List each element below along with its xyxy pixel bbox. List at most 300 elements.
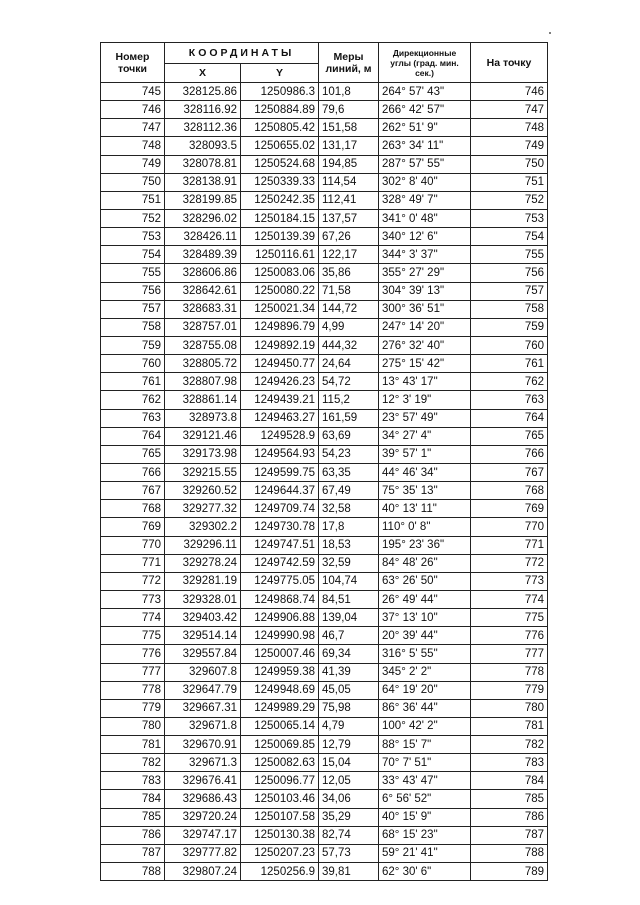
cell-point-no: 778 <box>101 681 165 699</box>
cell-y: 1250007.46 <box>241 645 319 663</box>
cell-x: 329807.24 <box>165 863 241 881</box>
cell-angle: 20° 39' 44" <box>379 627 471 645</box>
cell-angle: 40° 15' 9" <box>379 808 471 826</box>
table-row <box>101 101 548 119</box>
cell-angle: 345° 2' 2" <box>379 663 471 681</box>
table-row <box>101 863 548 881</box>
cell-x: 328489.39 <box>165 246 241 264</box>
cell-length: 63,69 <box>319 427 379 445</box>
table-row <box>101 681 548 699</box>
table-row <box>101 754 548 772</box>
cell-angle: 62° 30' 6" <box>379 863 471 881</box>
cell-angle: 302° 8' 40" <box>379 173 471 191</box>
cell-y: 1249989.29 <box>241 699 319 717</box>
cell-length: 67,26 <box>319 228 379 246</box>
cell-x: 329647.79 <box>165 681 241 699</box>
cell-point-no: 762 <box>101 391 165 409</box>
table-row <box>101 699 548 717</box>
cell-y: 1250103.46 <box>241 790 319 808</box>
cell-point-no: 784 <box>101 790 165 808</box>
cell-to-point: 747 <box>471 101 548 119</box>
table-row <box>101 663 548 681</box>
cell-point-no: 769 <box>101 518 165 536</box>
cell-length: 39,81 <box>319 863 379 881</box>
cell-to-point: 773 <box>471 572 548 590</box>
cell-point-no: 759 <box>101 336 165 354</box>
cell-length: 57,73 <box>319 844 379 862</box>
header-point-no: Номер точки <box>101 43 165 83</box>
cell-to-point: 761 <box>471 355 548 373</box>
cell-angle: 40° 13' 11" <box>379 500 471 518</box>
cell-y: 1249439.21 <box>241 391 319 409</box>
table-row <box>101 536 548 554</box>
cell-angle: 84° 48' 26" <box>379 554 471 572</box>
cell-x: 328125.86 <box>165 83 241 101</box>
cell-angle: 13° 43' 17" <box>379 373 471 391</box>
cell-length: 35,86 <box>319 264 379 282</box>
cell-x: 329671.3 <box>165 754 241 772</box>
cell-point-no: 783 <box>101 772 165 790</box>
cell-y: 1249868.74 <box>241 590 319 608</box>
cell-length: 63,35 <box>319 463 379 481</box>
cell-y: 1249599.75 <box>241 463 319 481</box>
cell-to-point: 771 <box>471 536 548 554</box>
cell-x: 329277.32 <box>165 500 241 518</box>
cell-angle: 355° 27' 29" <box>379 264 471 282</box>
cell-angle: 341° 0' 48" <box>379 209 471 227</box>
cell-y: 1249906.88 <box>241 609 319 627</box>
cell-y: 1249742.59 <box>241 554 319 572</box>
cell-y: 1250184.15 <box>241 209 319 227</box>
cell-y: 1249463.27 <box>241 409 319 427</box>
cell-y: 1250655.02 <box>241 137 319 155</box>
cell-x: 329215.55 <box>165 463 241 481</box>
cell-x: 328199.85 <box>165 191 241 209</box>
cell-angle: 300° 36' 51" <box>379 300 471 318</box>
cell-length: 122,17 <box>319 246 379 264</box>
table-row <box>101 264 548 282</box>
cell-x: 329607.8 <box>165 663 241 681</box>
cell-to-point: 760 <box>471 336 548 354</box>
cell-point-no: 781 <box>101 736 165 754</box>
cell-point-no: 755 <box>101 264 165 282</box>
cell-length: 112,41 <box>319 191 379 209</box>
cell-length: 444,32 <box>319 336 379 354</box>
cell-length: 67,49 <box>319 482 379 500</box>
cell-angle: 26° 49' 44" <box>379 590 471 608</box>
table-row <box>101 336 548 354</box>
cell-length: 137,57 <box>319 209 379 227</box>
table-row <box>101 554 548 572</box>
cell-to-point: 754 <box>471 228 548 246</box>
table-row <box>101 318 548 336</box>
cell-to-point: 766 <box>471 445 548 463</box>
cell-length: 15,04 <box>319 754 379 772</box>
cell-point-no: 788 <box>101 863 165 881</box>
cell-y: 1249959.38 <box>241 663 319 681</box>
cell-y: 1250130.38 <box>241 826 319 844</box>
cell-y: 1250080.22 <box>241 282 319 300</box>
cell-y: 1250884.89 <box>241 101 319 119</box>
cell-to-point: 772 <box>471 554 548 572</box>
table-row <box>101 137 548 155</box>
cell-angle: 88° 15' 7" <box>379 736 471 754</box>
cell-x: 329676.41 <box>165 772 241 790</box>
cell-x: 328138.91 <box>165 173 241 191</box>
cell-to-point: 765 <box>471 427 548 445</box>
cell-y: 1250021.34 <box>241 300 319 318</box>
cell-point-no: 776 <box>101 645 165 663</box>
cell-length: 69,34 <box>319 645 379 663</box>
cell-x: 328642.61 <box>165 282 241 300</box>
cell-y: 1249896.79 <box>241 318 319 336</box>
cell-x: 329720.24 <box>165 808 241 826</box>
cell-x: 329173.98 <box>165 445 241 463</box>
cell-to-point: 776 <box>471 627 548 645</box>
cell-point-no: 773 <box>101 590 165 608</box>
cell-angle: 37° 13' 10" <box>379 609 471 627</box>
cell-y: 1250096.77 <box>241 772 319 790</box>
cell-point-no: 768 <box>101 500 165 518</box>
cell-to-point: 764 <box>471 409 548 427</box>
cell-angle: 287° 57' 55" <box>379 155 471 173</box>
cell-x: 328426.11 <box>165 228 241 246</box>
cell-length: 115,2 <box>319 391 379 409</box>
cell-to-point: 777 <box>471 645 548 663</box>
table-row <box>101 518 548 536</box>
cell-angle: 39° 57' 1" <box>379 445 471 463</box>
cell-angle: 328° 49' 7" <box>379 191 471 209</box>
cell-length: 54,23 <box>319 445 379 463</box>
cell-length: 131,17 <box>319 137 379 155</box>
cell-to-point: 770 <box>471 518 548 536</box>
cell-length: 32,58 <box>319 500 379 518</box>
cell-length: 46,7 <box>319 627 379 645</box>
cell-y: 1250082.63 <box>241 754 319 772</box>
cell-y: 1249892.19 <box>241 336 319 354</box>
cell-length: 34,06 <box>319 790 379 808</box>
table-row <box>101 191 548 209</box>
table-row <box>101 246 548 264</box>
cell-to-point: 757 <box>471 282 548 300</box>
cell-to-point: 775 <box>471 609 548 627</box>
cell-length: 139,04 <box>319 609 379 627</box>
cell-to-point: 746 <box>471 83 548 101</box>
cell-to-point: 784 <box>471 772 548 790</box>
table-row <box>101 355 548 373</box>
cell-to-point: 785 <box>471 790 548 808</box>
cell-angle: 195° 23' 36" <box>379 536 471 554</box>
table-row <box>101 645 548 663</box>
cell-y: 1250805.42 <box>241 119 319 137</box>
cell-length: 161,59 <box>319 409 379 427</box>
coordinates-sheet <box>100 42 548 881</box>
cell-point-no: 747 <box>101 119 165 137</box>
cell-x: 329403.42 <box>165 609 241 627</box>
cell-x: 328683.31 <box>165 300 241 318</box>
cell-x: 329667.31 <box>165 699 241 717</box>
cell-length: 114,54 <box>319 173 379 191</box>
cell-x: 328093.5 <box>165 137 241 155</box>
cell-y: 1250524.68 <box>241 155 319 173</box>
table-row <box>101 482 548 500</box>
cell-angle: 12° 3' 19" <box>379 391 471 409</box>
cell-angle: 6° 56' 52" <box>379 790 471 808</box>
cell-length: 54,72 <box>319 373 379 391</box>
cell-y: 1250986.3 <box>241 83 319 101</box>
cell-length: 32,59 <box>319 554 379 572</box>
cell-to-point: 748 <box>471 119 548 137</box>
cell-x: 329302.2 <box>165 518 241 536</box>
cell-point-no: 758 <box>101 318 165 336</box>
table-row <box>101 572 548 590</box>
cell-x: 329671.8 <box>165 717 241 735</box>
header-coordinates: КООРДИНАТЫ <box>165 43 319 64</box>
cell-y: 1249528.9 <box>241 427 319 445</box>
table-row <box>101 772 548 790</box>
cell-length: 104,74 <box>319 572 379 590</box>
cell-to-point: 758 <box>471 300 548 318</box>
cell-angle: 276° 32' 40" <box>379 336 471 354</box>
header-angle: Дирекционные углы (град. мин. сек.) <box>379 43 471 83</box>
cell-to-point: 789 <box>471 863 548 881</box>
cell-y: 1249644.37 <box>241 482 319 500</box>
cell-point-no: 757 <box>101 300 165 318</box>
cell-y: 1249990.98 <box>241 627 319 645</box>
cell-angle: 100° 42' 2" <box>379 717 471 735</box>
cell-y: 1250339.33 <box>241 173 319 191</box>
cell-y: 1250139.39 <box>241 228 319 246</box>
table-row <box>101 391 548 409</box>
cell-length: 101,8 <box>319 83 379 101</box>
cell-length: 71,58 <box>319 282 379 300</box>
cell-to-point: 767 <box>471 463 548 481</box>
cell-y: 1249730.78 <box>241 518 319 536</box>
table-row <box>101 373 548 391</box>
cell-angle: 64° 19' 20" <box>379 681 471 699</box>
cell-x: 329747.17 <box>165 826 241 844</box>
cell-point-no: 761 <box>101 373 165 391</box>
cell-point-no: 748 <box>101 137 165 155</box>
table-row <box>101 717 548 735</box>
table-body <box>101 83 548 881</box>
cell-angle: 340° 12' 6" <box>379 228 471 246</box>
cell-to-point: 769 <box>471 500 548 518</box>
cell-y: 1250083.06 <box>241 264 319 282</box>
cell-y: 1250207.23 <box>241 844 319 862</box>
table-row <box>101 627 548 645</box>
cell-point-no: 777 <box>101 663 165 681</box>
cell-x: 328805.72 <box>165 355 241 373</box>
cell-y: 1249775.05 <box>241 572 319 590</box>
table-row <box>101 119 548 137</box>
table-row <box>101 228 548 246</box>
cell-length: 18,53 <box>319 536 379 554</box>
cell-length: 151,58 <box>319 119 379 137</box>
cell-y: 1249564.93 <box>241 445 319 463</box>
cell-point-no: 751 <box>101 191 165 209</box>
cell-x: 329278.24 <box>165 554 241 572</box>
cell-to-point: 753 <box>471 209 548 227</box>
cell-y: 1250069.85 <box>241 736 319 754</box>
header-x: X <box>165 64 241 83</box>
cell-length: 45,05 <box>319 681 379 699</box>
cell-point-no: 756 <box>101 282 165 300</box>
cell-angle: 70° 7' 51" <box>379 754 471 772</box>
cell-to-point: 763 <box>471 391 548 409</box>
cell-angle: 23° 57' 49" <box>379 409 471 427</box>
cell-angle: 266° 42' 57" <box>379 101 471 119</box>
cell-to-point: 762 <box>471 373 548 391</box>
cell-length: 41,39 <box>319 663 379 681</box>
cell-angle: 275° 15' 42" <box>379 355 471 373</box>
cell-y: 1249747.51 <box>241 536 319 554</box>
cell-angle: 68° 15' 23" <box>379 826 471 844</box>
cell-point-no: 752 <box>101 209 165 227</box>
table-row <box>101 282 548 300</box>
cell-angle: 44° 46' 34" <box>379 463 471 481</box>
cell-length: 75,98 <box>319 699 379 717</box>
table-row <box>101 409 548 427</box>
cell-y: 1250116.61 <box>241 246 319 264</box>
cell-point-no: 765 <box>101 445 165 463</box>
cell-to-point: 786 <box>471 808 548 826</box>
table-row <box>101 500 548 518</box>
cell-length: 35,29 <box>319 808 379 826</box>
cell-point-no: 780 <box>101 717 165 735</box>
cell-length: 12,79 <box>319 736 379 754</box>
cell-to-point: 768 <box>471 482 548 500</box>
table-row <box>101 155 548 173</box>
cell-length: 17,8 <box>319 518 379 536</box>
cell-x: 328755.08 <box>165 336 241 354</box>
cell-y: 1249709.74 <box>241 500 319 518</box>
cell-y: 1249948.69 <box>241 681 319 699</box>
cell-x: 329260.52 <box>165 482 241 500</box>
cell-length: 4,79 <box>319 717 379 735</box>
cell-to-point: 755 <box>471 246 548 264</box>
cell-point-no: 766 <box>101 463 165 481</box>
table-row <box>101 808 548 826</box>
cell-x: 328973.8 <box>165 409 241 427</box>
cell-x: 328078.81 <box>165 155 241 173</box>
header-length: Меры линий, м <box>319 43 379 83</box>
cell-point-no: 764 <box>101 427 165 445</box>
cell-x: 329121.46 <box>165 427 241 445</box>
table-row <box>101 826 548 844</box>
cell-x: 329557.84 <box>165 645 241 663</box>
cell-x: 328296.02 <box>165 209 241 227</box>
cell-point-no: 750 <box>101 173 165 191</box>
table-row <box>101 736 548 754</box>
cell-length: 12,05 <box>319 772 379 790</box>
cell-angle: 247° 14' 20" <box>379 318 471 336</box>
cell-to-point: 780 <box>471 699 548 717</box>
table-row <box>101 590 548 608</box>
cell-length: 144,72 <box>319 300 379 318</box>
cell-length: 194,85 <box>319 155 379 173</box>
cell-angle: 33° 43' 47" <box>379 772 471 790</box>
cell-length: 79,6 <box>319 101 379 119</box>
coordinates-table <box>100 42 548 881</box>
cell-to-point: 752 <box>471 191 548 209</box>
cell-x: 329670.91 <box>165 736 241 754</box>
cell-x: 329686.43 <box>165 790 241 808</box>
cell-to-point: 749 <box>471 137 548 155</box>
cell-angle: 75° 35' 13" <box>379 482 471 500</box>
table-row <box>101 445 548 463</box>
cell-to-point: 751 <box>471 173 548 191</box>
cell-y: 1249426.23 <box>241 373 319 391</box>
cell-to-point: 778 <box>471 663 548 681</box>
cell-length: 4,99 <box>319 318 379 336</box>
cell-angle: 316° 5' 55" <box>379 645 471 663</box>
cell-point-no: 745 <box>101 83 165 101</box>
table-row <box>101 300 548 318</box>
cell-x: 328861.14 <box>165 391 241 409</box>
cell-x: 328112.36 <box>165 119 241 137</box>
table-row <box>101 609 548 627</box>
table-row <box>101 173 548 191</box>
cell-to-point: 750 <box>471 155 548 173</box>
cell-y: 1250065.14 <box>241 717 319 735</box>
cell-length: 82,74 <box>319 826 379 844</box>
cell-to-point: 788 <box>471 844 548 862</box>
cell-to-point: 787 <box>471 826 548 844</box>
cell-to-point: 779 <box>471 681 548 699</box>
cell-y: 1250256.9 <box>241 863 319 881</box>
cell-point-no: 753 <box>101 228 165 246</box>
table-row <box>101 83 548 101</box>
cell-y: 1250107.58 <box>241 808 319 826</box>
cell-x: 329328.01 <box>165 590 241 608</box>
cell-x: 328807.98 <box>165 373 241 391</box>
header-to-point: На точку <box>471 43 548 83</box>
cell-point-no: 760 <box>101 355 165 373</box>
cell-point-no: 779 <box>101 699 165 717</box>
cell-to-point: 774 <box>471 590 548 608</box>
cell-point-no: 754 <box>101 246 165 264</box>
cell-angle: 264° 57' 43" <box>379 83 471 101</box>
cell-x: 328116.92 <box>165 101 241 119</box>
cell-to-point: 781 <box>471 717 548 735</box>
cell-point-no: 749 <box>101 155 165 173</box>
cell-x: 329514.14 <box>165 627 241 645</box>
cell-angle: 262° 51' 9" <box>379 119 471 137</box>
cell-point-no: 774 <box>101 609 165 627</box>
cell-angle: 263° 34' 11" <box>379 137 471 155</box>
cell-x: 328606.86 <box>165 264 241 282</box>
cell-point-no: 763 <box>101 409 165 427</box>
cell-point-no: 787 <box>101 844 165 862</box>
cell-length: 84,51 <box>319 590 379 608</box>
cell-angle: 86° 36' 44" <box>379 699 471 717</box>
cell-x: 328757.01 <box>165 318 241 336</box>
table-row <box>101 427 548 445</box>
header-y: Y <box>241 64 319 83</box>
table-row <box>101 844 548 862</box>
cell-point-no: 786 <box>101 826 165 844</box>
table-row <box>101 209 548 227</box>
table-row <box>101 463 548 481</box>
cell-to-point: 759 <box>471 318 548 336</box>
cell-point-no: 746 <box>101 101 165 119</box>
cell-angle: 110° 0' 8" <box>379 518 471 536</box>
cell-point-no: 782 <box>101 754 165 772</box>
scan-speck <box>549 32 551 34</box>
cell-angle: 304° 39' 13" <box>379 282 471 300</box>
cell-x: 329777.82 <box>165 844 241 862</box>
